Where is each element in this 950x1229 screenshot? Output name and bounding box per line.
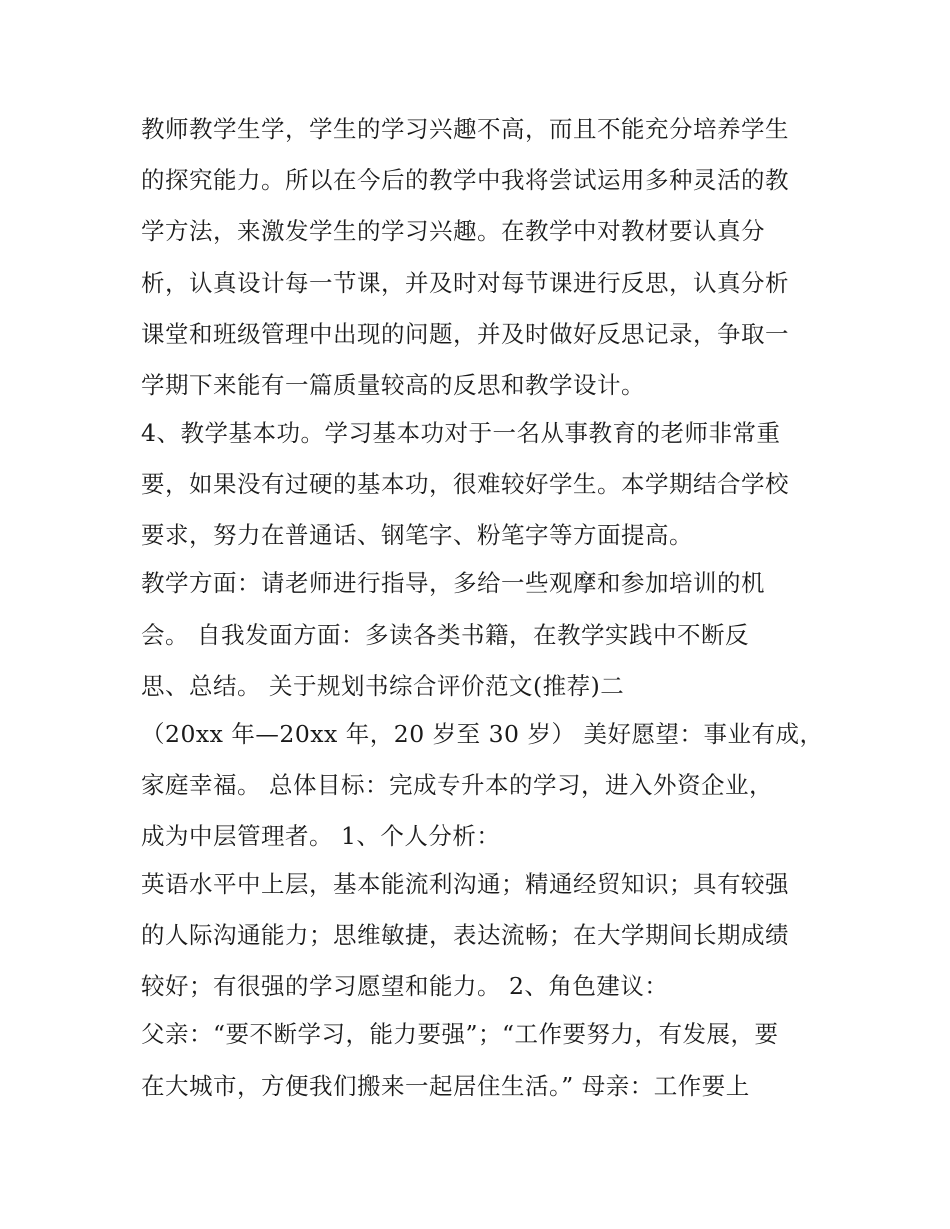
text-line: 学方法，来激发学生的学习兴趣。在教学中对教材要认真分 [141, 217, 765, 246]
text-line: 较好；有很强的学习愿望和能力。 2、角色建议： [141, 972, 669, 1001]
text-line: 会。 自我发面方面：多读各类书籍，在教学实践中不断反 [141, 620, 749, 649]
text-line: 家庭幸福。 总体目标：完成专升本的学习，进入外资企业， [141, 770, 773, 799]
text-line: 成为中层管理者。 1、个人分析： [141, 822, 501, 851]
text-line: 在大城市，方便我们搬来一起居住生活。” 母亲：工作要上 [141, 1071, 750, 1100]
document-body [141, 110, 841, 1118]
text-line: 要求，努力在普通话、钢笔字、粉笔字等方面提高。 [141, 521, 693, 550]
text-line: 学期下来能有一篇质量较高的反思和教学设计。 [141, 370, 645, 399]
text-line: 思、总结。 关于规划书综合评价范文(推荐)二 [141, 671, 625, 700]
text-line: 英语水平中上层，基本能流利沟通；精通经贸知识；具有较强 [141, 870, 789, 899]
text-line: 要，如果没有过硬的基本功，很难较好学生。本学期结合学校 [141, 470, 789, 499]
text-line: 教学方面：请老师进行指导，多给一些观摩和参加培训的机 [141, 569, 765, 598]
text-line: 课堂和班级管理中出现的问题，并及时做好反思记录，争取一 [141, 319, 789, 348]
text-line: 的人际沟通能力；思维敏捷，表达流畅；在大学期间长期成绩 [141, 921, 789, 950]
text-line: 的探究能力。所以在今后的教学中我将尝试运用多种灵活的教 [141, 166, 789, 195]
text-line: 教师教学生学，学生的学习兴趣不高，而且不能充分培养学生 [141, 115, 789, 143]
text-line: 析，认真设计每一节课，并及时对每节课进行反思，认真分析 [141, 268, 789, 297]
text-line: 父亲：“要不断学习，能力要强”；“工作要努力，有发展，要 [141, 1020, 779, 1049]
text-line: （20xx 年—20xx 年，20 岁至 30 岁） 美好愿望：事业有成， [141, 719, 824, 748]
text-line: 4、教学基本功。学习基本功对于一名从事教育的老师非常重 [141, 418, 781, 447]
